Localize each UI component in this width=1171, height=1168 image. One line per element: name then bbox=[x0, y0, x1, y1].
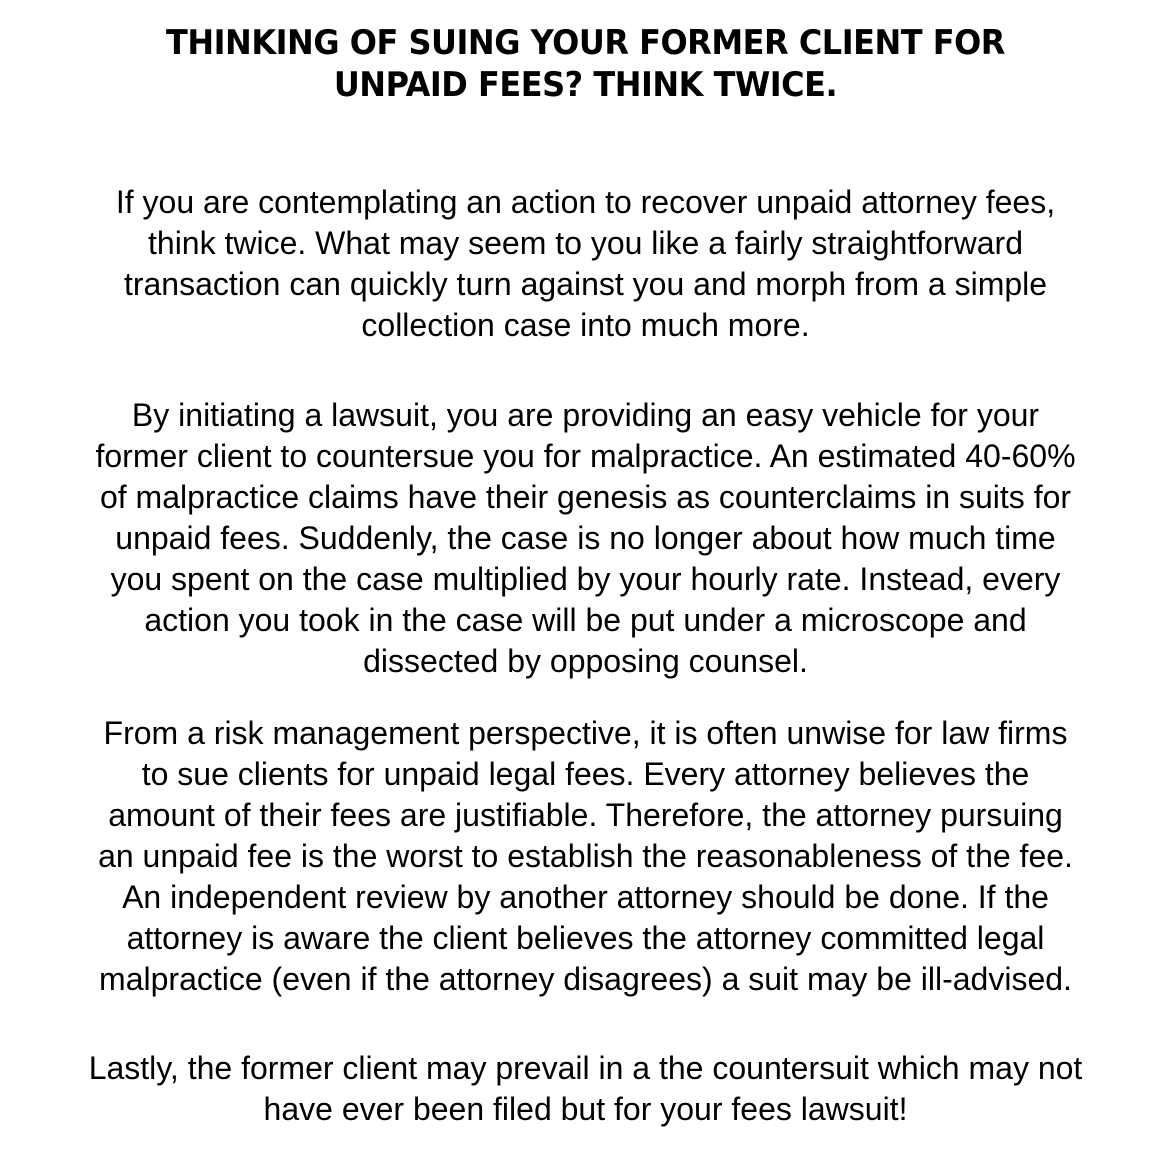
paragraph-line: amount of their fees are justifiable. Therefore, the attorney pursuing bbox=[108, 797, 1063, 833]
paragraph-line: Lastly, the former client may prevail in a the countersuit which may not bbox=[88, 1050, 1083, 1086]
paragraph-line: If you are contemplating an action to recover unpaid attorney fees, bbox=[115, 184, 1056, 220]
paragraph-line: malpractice (even if the attorney disagrees) a suit may be ill-advised. bbox=[99, 961, 1072, 997]
paragraph-line: have ever been filed but for your fees lawsuit! bbox=[263, 1091, 908, 1127]
paragraph-conclusion bbox=[0, 1048, 1171, 1130]
paragraph-risk-management bbox=[0, 713, 1171, 1000]
paragraph-line: of malpractice claims have their genesis as counterclaims in suits for bbox=[99, 479, 1072, 515]
paragraph-line: collection case into much more. bbox=[361, 307, 810, 343]
title-line: THINKING OF SUING YOUR FORMER CLIENT FOR bbox=[166, 23, 1005, 63]
paragraph-intro bbox=[0, 182, 1171, 346]
paragraph-line: attorney is aware the client believes the attorney committed legal bbox=[126, 920, 1045, 956]
paragraph-line: you spent on the case multiplied by your hourly rate. Instead, every bbox=[110, 561, 1061, 597]
document-title bbox=[35, 22, 1136, 106]
paragraph-line: former client to countersue you for malpractice. An estimated 40-60% bbox=[95, 438, 1076, 474]
paragraph-line: An independent review by another attorney should be done. If the bbox=[122, 879, 1049, 915]
paragraph-line: action you took in the case will be put under a microscope and bbox=[144, 602, 1027, 638]
paragraph-countersuit bbox=[0, 395, 1171, 682]
paragraph-line: By initiating a lawsuit, you are providing an easy vehicle for your bbox=[131, 397, 1040, 433]
paragraph-line: unpaid fees. Suddenly, the case is no longer about how much time bbox=[115, 520, 1056, 556]
paragraph-line: to sue clients for unpaid legal fees. Every attorney believes the bbox=[141, 756, 1030, 792]
paragraph-line: dissected by opposing counsel. bbox=[363, 643, 808, 679]
paragraph-line: transaction can quickly turn against you and morph from a simple bbox=[123, 266, 1048, 302]
paragraph-line: think twice. What may seem to you like a fairly straightforward bbox=[148, 225, 1023, 261]
title-line: UNPAID FEES? THINK TWICE. bbox=[333, 65, 838, 105]
paragraph-line: an unpaid fee is the worst to establish the reasonableness of the fee. bbox=[98, 838, 1073, 874]
paragraph-line: From a risk management perspective, it is often unwise for law firms bbox=[103, 715, 1068, 751]
